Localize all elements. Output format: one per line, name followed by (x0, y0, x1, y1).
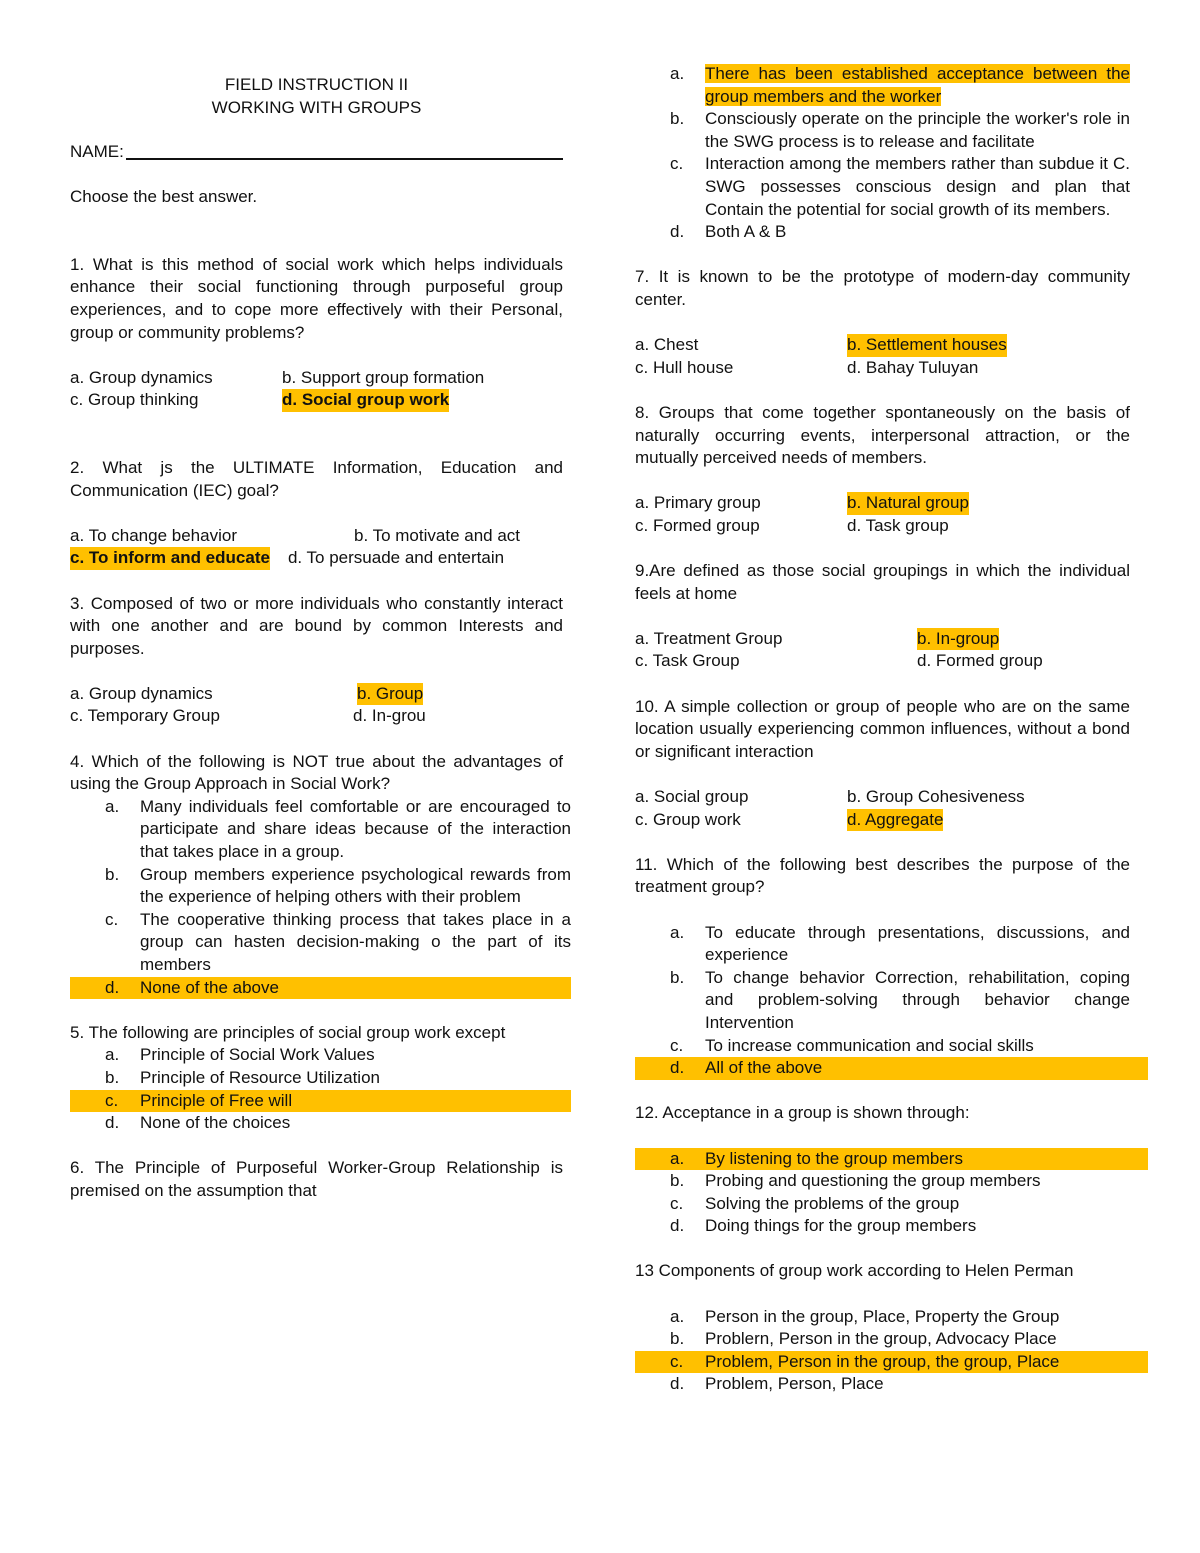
q12-option-a-answer[interactable]: a. By listening to the group members (635, 1148, 1148, 1171)
question-3: 3. Composed of two or more individuals who constantly interact with one another and are bound by common Interests and purposes. (70, 593, 563, 658)
q7-option-d[interactable]: d. Bahay Tuluyan (847, 357, 979, 377)
q9-option-c[interactable]: c. Task Group (635, 651, 740, 671)
q9-row-ab (635, 628, 1130, 651)
question-6: 6. The Principle of Purposeful Worker-Group Relationship is premised on the assumption that (70, 1158, 563, 1200)
q7-option-c[interactable]: c. Hull house (635, 357, 734, 377)
q6-answer-highlight: There has been established acceptance between the group members and the worker (705, 64, 1130, 106)
q1-row-ab (70, 367, 563, 390)
q1-row-cd (70, 389, 563, 412)
question-10: 10. A simple collection or group of people who are on the same location usually experiencing common influences, without a bond or significant interaction (635, 696, 1130, 761)
q3-option-d[interactable]: d. In-grou (353, 706, 426, 726)
q11-option-d-answer[interactable]: d. All of the above (635, 1057, 1148, 1080)
q3-row-ab (70, 683, 563, 706)
q2-option-d[interactable]: d. To persuade and entertain (287, 548, 505, 568)
q1-option-b[interactable]: b. Support group formation (282, 367, 485, 387)
q6-option-b[interactable]: b. Consciously operate on the principle the worker's role in the SWG process is to release and facilitate (670, 109, 1130, 151)
question-4: 4. Which of the following is NOT true about the advantages of using the Group Approach in Social Work? (70, 751, 563, 794)
q8-option-c[interactable]: c. Formed group (635, 515, 760, 535)
q1-option-c[interactable]: c. Group thinking (70, 390, 199, 410)
q7-row-cd (635, 357, 1130, 380)
q5-option-a[interactable]: a. Principle of Social Work Values (105, 1045, 375, 1065)
q9-option-b-answer[interactable]: b. In-group (917, 628, 999, 651)
q10-row-ab (635, 786, 1130, 809)
q2-option-c-answer[interactable]: c. To inform and educate (70, 547, 270, 570)
q12-options (635, 1148, 1148, 1238)
q5-option-d[interactable]: d. None of the choices (105, 1113, 291, 1133)
right-column (635, 0, 1130, 1396)
q5-option-c-answer[interactable]: c. Principle of Free will (70, 1090, 571, 1113)
q5-option-b[interactable]: b. Principle of Resource Utilization (105, 1067, 380, 1087)
question-1: 1. What is this method of social work which helps individuals enhance their social functioning through purposeful group experiences, and to cope more effectively with their Personal, group or community problems? (70, 254, 563, 342)
q2-option-b[interactable]: b. To motivate and act (354, 525, 521, 545)
name-line[interactable] (126, 156, 563, 160)
q10-option-b[interactable]: b. Group Cohesiveness (847, 787, 1025, 806)
q6-option-c[interactable]: c. Interaction among the members rather than subdue it C. SWG possesses conscious design and plan that Contain the potential for social growth of its members. (670, 154, 1130, 219)
instruction: Choose the best answer. (70, 187, 258, 207)
q8-row-ab (635, 492, 1130, 515)
question-11: 11. Which of the following best describes the purpose of the treatment group? (635, 854, 1130, 897)
doc-subtitle: WORKING WITH GROUPS (211, 98, 422, 117)
q7-option-a[interactable]: a. Chest (635, 335, 699, 355)
q5-options (70, 1044, 571, 1134)
q8-option-d[interactable]: d. Task group (847, 515, 949, 535)
q3-option-c[interactable]: c. Temporary Group (70, 706, 220, 726)
q1-option-a[interactable]: a. Group dynamics (70, 367, 213, 387)
q13-option-d[interactable]: d. Problem, Person, Place (670, 1374, 884, 1394)
q8-option-b-answer[interactable]: b. Natural group (847, 492, 969, 515)
q4-option-d-answer[interactable]: d. None of the above (70, 977, 571, 1000)
q4-option-a[interactable]: a. Many individuals feel comfortable or are encouraged to participate and share ideas because of the interaction that takes place in a group. (105, 796, 571, 862)
doc-title: FIELD INSTRUCTION II (224, 75, 409, 94)
q2-row-ab (70, 525, 563, 548)
question-13: 13 Components of group work according to Helen Perman (635, 1261, 1074, 1281)
q4-option-c[interactable]: c. The cooperative thinking process that takes place in a group can hasten decision-making o the part of its members (105, 909, 571, 974)
question-2: 2. What js the ULTIMATE Information, Education and Communication (IEC) goal? (70, 457, 563, 500)
question-7: 7. It is known to be the prototype of modern-day community center. (635, 267, 1130, 309)
q13-option-b[interactable]: b. Problern, Person in the group, Advocacy Place (670, 1329, 1057, 1349)
q13-options (635, 1306, 1148, 1396)
q10-option-c[interactable]: c. Group work (635, 809, 741, 829)
q12-option-d[interactable]: d. Doing things for the group members (670, 1216, 977, 1236)
q1-option-d-answer[interactable]: d. Social group work (282, 389, 449, 412)
name-label: NAME: (70, 142, 124, 161)
q7-row-ab (635, 334, 1130, 357)
q13-option-c-answer[interactable]: c. Problem, Person in the group, the group, Place (635, 1351, 1148, 1374)
q6-options (635, 63, 1130, 244)
q11-option-b[interactable]: b. To change behavior Correction, rehabilitation, coping and problem-solving through behavior change Intervention (670, 967, 1130, 1032)
q9-row-cd (635, 650, 1130, 673)
q4-options (70, 796, 571, 999)
q10-option-a[interactable]: a. Social group (635, 787, 749, 806)
q2-option-a[interactable]: a. To change behavior (70, 525, 237, 545)
q12-option-b[interactable]: b. Probing and questioning the group members (670, 1171, 1041, 1191)
question-12: 12. Acceptance in a group is shown through: (635, 1103, 970, 1123)
q3-option-b-answer[interactable]: b. Group (357, 683, 423, 706)
q11-options (635, 922, 1148, 1080)
q4-option-b[interactable]: b. Group members experience psychological rewards from the experience of helping others with their problem (105, 864, 571, 907)
q11-option-a[interactable]: a. To educate through presentations, discussions, and experience (670, 922, 1130, 965)
q8-row-cd (635, 515, 1130, 538)
q6-option-d[interactable]: d. Both A & B (670, 222, 787, 242)
q13-option-a[interactable]: a. Person in the group, Place, Property the Group (670, 1306, 1060, 1326)
q3-option-a[interactable]: a. Group dynamics (70, 683, 213, 703)
q10-option-d-answer[interactable]: d. Aggregate (847, 809, 943, 832)
q8-option-a[interactable]: a. Primary group (635, 493, 761, 513)
q7-option-b-answer[interactable]: b. Settlement houses (847, 334, 1007, 357)
q9-option-a[interactable]: a. Treatment Group (635, 628, 783, 648)
left-column (70, 0, 571, 1203)
q3-row-cd (70, 705, 563, 728)
name-field[interactable] (70, 141, 563, 164)
q12-option-c[interactable]: c. Solving the problems of the group (670, 1193, 960, 1213)
q9-option-d[interactable]: d. Formed group (917, 651, 1043, 671)
q6-option-a-answer[interactable]: a. There has been established acceptance between the group members and the worker (670, 64, 1130, 106)
question-8: 8. Groups that come together spontaneously on the basis of naturally occurring events, interpersonal attraction, or the mutually perceived needs of members. (635, 402, 1130, 468)
question-5: 5. The following are principles of social group work except (70, 1022, 506, 1042)
q2-row-cd (70, 547, 563, 570)
question-9: 9.Are defined as those social groupings in which the individual feels at home (635, 561, 1130, 603)
q10-row-cd (635, 809, 1130, 832)
q11-option-c[interactable]: c. To increase communication and social skills (670, 1035, 1034, 1055)
